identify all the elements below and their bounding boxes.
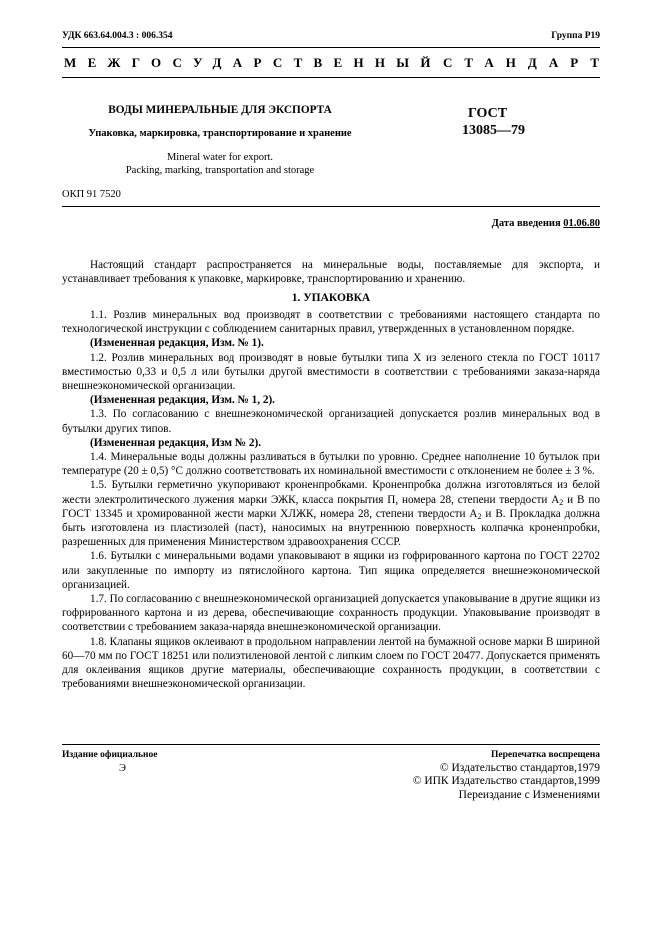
amendment-note-1: (Измененная редакция, Изм. № 1).: [90, 337, 264, 350]
clause-1-7: 1.7. По согласованию с внешнеэкономической организацией допускается упаковывание в другие ящики из гофрированного картона и из дерева, обеспечивающие сохранность продукции. Упаковывание производят в соответствии с требованием заказа-наряда внешнеэкономической организации.: [62, 593, 600, 634]
title-bottom-rule: [62, 206, 600, 207]
intro-paragraph: [62, 258, 600, 286]
reissue-note: Переиздание с Изменениями: [458, 789, 600, 801]
banner-standard: СТАНДАРТ: [442, 55, 611, 70]
copyright-1999: © ИПК Издательство стандартов,1999: [412, 775, 600, 787]
english-title-line1: Mineral water for export.: [166, 152, 274, 163]
okp-code: ОКП 91 7520: [62, 189, 121, 200]
amendment-note-3: (Измененная редакция, Изм № 2).: [90, 436, 261, 449]
document-subtitle: Упаковка, маркировка, транспортирование и хранение: [88, 128, 352, 139]
footer-rule: [62, 744, 600, 745]
document-title: ВОДЫ МИНЕРАЛЬНЫЕ ДЛЯ ЭКСПОРТА: [108, 104, 332, 116]
subscript-2: 2: [559, 497, 564, 507]
clause-1-8: 1.8. Клапаны ящиков оклеивают в продольном направлении лентой на бумажной основе марки В шириной 60—70 мм по ГОСТ 18251 или полиэтиленовой лентой с липким слоем по ГОСТ 20477. Допускается применять для оклеивания ящиков другие материалы, обеспечивающие сохранность продукции, в соответствии с требованиями внешнеэкономической организации.: [62, 635, 600, 691]
copyright-1979: © Издательство стандартов,1979: [439, 762, 600, 774]
group-code: Группа Р19: [551, 31, 600, 41]
effective-date-value: 01.06.80: [563, 218, 600, 229]
english-title-line2: Packing, marking, transportation and storage: [125, 165, 315, 176]
effective-date: [492, 218, 600, 229]
reprint-prohibited: Перепечатка воспрещена: [490, 750, 600, 760]
amendment-note-2: (Измененная редакция, Изм. № 1, 2).: [90, 394, 275, 407]
intro-text: Настоящий стандарт распространяется на минеральные воды, поставляемые для экспорта, и устанавливает требования к упаковке, маркировке, транспортированию и хранению.: [62, 259, 600, 286]
clause-1-2: 1.2. Розлив минеральных вод производят в новые бутылки типа X из зеленого стекла по ГОСТ 10117 вместимостью 0,33 и 0,5 л или бутылки другой вместимости в соответствии с требованиями заказа-наряда внешнеэкономической организации.: [62, 351, 600, 393]
header-bottom-rule: [62, 77, 600, 78]
official-edition: Издание официальное: [62, 750, 158, 760]
subscript-2: 2: [477, 511, 482, 521]
section1-body: [62, 308, 600, 691]
effective-date-label: Дата введения: [491, 218, 561, 229]
gost-number: 13085—79: [462, 123, 525, 138]
clause-1-5: 1.5. Бутылки герметично укупоривают кроненпробками. Кроненпробка должна изготовляться из белой жести электролитического лужения марки ЭЖК, класса покрытия П, номера 28, степени твердости $А_2$ и В по ГОСТ 13345 и хромированной жести марки ХЛЖК, номера 28, степени твердости $А_2$ и В. Прокладка должна быть изготовлена из пластизолей (паст), наносимых на внутреннюю поверхность колпачка кроненпробки, разрешенных для применения Министерством здравоохранения СССР.: [62, 479, 600, 549]
clause-1-3: 1.3. По согласованию с внешнеэкономической организацией допускается розлив минеральных вод в бутылки других типов.: [62, 408, 600, 435]
header-top-rule: [62, 47, 600, 48]
e-mark: Э: [119, 763, 126, 774]
clause-1-1: 1.1. Розлив минеральных вод производят в соответствии с требованиями настоящего стандарта по технологической инструкции с соблюдением санитарных правил, утвержденных в установленном порядке.: [62, 309, 600, 336]
gost-label: ГОСТ: [468, 106, 508, 121]
clause-1-6: 1.6. Бутылки с минеральными водами упаковывают в ящики из гофрированного картона по ГОСТ 22702 или закупленные по импорту из пятислойного картона. Тип ящика определяется внешнеэкономической организацией.: [62, 550, 600, 591]
banner-interstate: МЕЖГОСУДАРСТВЕННЫЙ: [64, 55, 442, 70]
clause-1-4: 1.4. Минеральные воды должны разливаться в бутылки по уровню. Среднее наполнение 10 бутылок при температуре (20 ± 0,5) °С должно соответствовать их номинальной вместимости с отклонением не более ± 3 %.: [62, 451, 600, 478]
section-heading-packing: 1. УПАКОВКА: [291, 292, 371, 304]
udk-code: УДК 663.64.004.3 : 006.354: [62, 31, 173, 41]
